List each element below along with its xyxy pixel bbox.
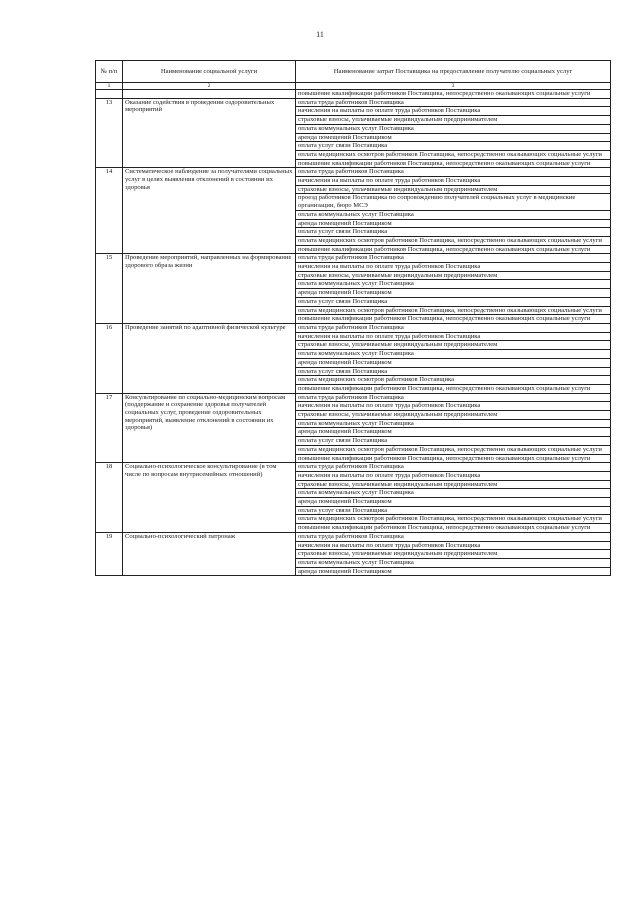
cost-item: начисления на выплаты по оплате труда работников Поставщика (296, 541, 611, 550)
cost-item: оплата коммунальных услуг Поставщика (296, 350, 611, 359)
cost-item: повышение квалификации работников Поставщика, непосредственно оказывающих социальные услуги (296, 454, 611, 463)
service-name: Социально-психологический патронаж (123, 532, 296, 576)
table-header-row (96, 61, 611, 83)
cost-item: оплата медицинских осмотров работников Поставщика, непосредственно оказывающих социальные услуги (296, 236, 611, 245)
cost-item: оплата услуг связи Поставщика (296, 437, 611, 446)
cost-item: аренда помещений Поставщиком (296, 498, 611, 507)
cost-item: оплата труда работников Поставщика (296, 323, 611, 332)
cost-item: аренда помещений Поставщиком (296, 133, 611, 142)
cost-item: оплата труда работников Поставщика (296, 98, 611, 107)
cost-item: страховые взносы, уплачиваемые индивидуальным предпринимателем (296, 271, 611, 280)
cost-item: аренда помещений Поставщиком (296, 219, 611, 228)
cost-item: начисления на выплаты по оплате труда работников Поставщика (296, 332, 611, 341)
social-services-cost-table (95, 60, 611, 576)
cost-item: оплата труда работников Поставщика (296, 532, 611, 541)
cost-item: проезд работников Поставщика по сопровождению получателей социальных услуг в медицинские организации, бюро МСЭ (296, 194, 611, 210)
cost-item: оплата услуг связи Поставщика (296, 506, 611, 515)
header-costs: Наименование затрат Поставщика на предоставление получателю социальных услуг (296, 61, 611, 83)
cost-item: начисления на выплаты по оплате труда работников Поставщика (296, 471, 611, 480)
table-row (96, 532, 611, 541)
service-name: Проведение мероприятий, направленных на формирование здорового образа жизни (123, 254, 296, 324)
cost-item: страховые взносы, уплачиваемые индивидуальным предпринимателем (296, 116, 611, 125)
service-name: Консультирование по социально-медицинским вопросам (поддержание и сохранение здоровья получателей социальных услуг, проведение оздоровительных мероприятий, выявление отклонений в состоянии их здоровья) (123, 393, 296, 463)
table-row (96, 254, 611, 263)
cost-item: повышение квалификации работников Поставщика, непосредственно оказывающих социальные услуги (296, 159, 611, 168)
service-name: Социально-психологическое консультирование (в том числе по вопросам внутрисемейных отношений) (123, 463, 296, 533)
column-index: 3 (296, 83, 611, 90)
cost-item: оплата услуг связи Поставщика (296, 367, 611, 376)
cost-item: оплата труда работников Поставщика (296, 463, 611, 472)
page-number: 11 (316, 30, 324, 39)
table-body (96, 90, 611, 576)
cost-item: страховые взносы, уплачиваемые индивидуальным предпринимателем (296, 411, 611, 420)
cost-item: страховые взносы, уплачиваемые индивидуальным предпринимателем (296, 341, 611, 350)
table-row (96, 90, 611, 99)
cost-item: оплата медицинских осмотров работников Поставщика, непосредственно оказывающих социальные услуги (296, 515, 611, 524)
service-name-cell (123, 90, 296, 99)
cost-item: начисления на выплаты по оплате труда работников Поставщика (296, 177, 611, 186)
cost-item: оплата услуг связи Поставщика (296, 142, 611, 151)
cost-item: повышение квалификации работников Поставщика, непосредственно оказывающих социальные услуги (296, 384, 611, 393)
cost-item: аренда помещений Поставщиком (296, 358, 611, 367)
row-number: 15 (96, 254, 123, 324)
table-row (96, 98, 611, 107)
cost-item: оплата коммунальных услуг Поставщика (296, 210, 611, 219)
cost-item: начисления на выплаты по оплате труда работников Поставщика (296, 402, 611, 411)
cost-item: оплата коммунальных услуг Поставщика (296, 280, 611, 289)
row-number: 17 (96, 393, 123, 463)
cost-item: оплата медицинских осмотров работников Поставщика, непосредственно оказывающих социальные услуги (296, 150, 611, 159)
cost-item: оплата труда работников Поставщика (296, 168, 611, 177)
column-index: 1 (96, 83, 123, 90)
cost-item: повышение квалификации работников Поставщика, непосредственно оказывающих социальные услуги (296, 245, 611, 254)
cost-item: аренда помещений Поставщиком (296, 567, 611, 576)
cost-item: оплата услуг связи Поставщика (296, 228, 611, 237)
cost-item: страховые взносы, уплачиваемые индивидуальным предпринимателем (296, 480, 611, 489)
service-name: Систематическое наблюдение за получателями социальных услуг в целях выявления отклонений в состоянии их здоровья (123, 168, 296, 254)
table-row (96, 393, 611, 402)
cost-item: оплата труда работников Поставщика (296, 254, 611, 263)
cost-item: начисления на выплаты по оплате труда работников Поставщика (296, 107, 611, 116)
cost-item: оплата труда работников Поставщика (296, 393, 611, 402)
row-number: 16 (96, 323, 123, 393)
cost-item: оплата коммунальных услуг Поставщика (296, 124, 611, 133)
cost-item: повышение квалификации работников Поставщика, непосредственно оказывающих социальные услуги (296, 315, 611, 324)
header-service: Наименование социальной услуги (123, 61, 296, 83)
row-number: 18 (96, 463, 123, 533)
cost-item: аренда помещений Поставщиком (296, 289, 611, 298)
row-number: 14 (96, 168, 123, 254)
cost-item: повышение квалификации работников Поставщика, непосредственно оказывающих социальные услуги (296, 90, 611, 99)
cost-item: оплата коммунальных услуг Поставщика (296, 558, 611, 567)
cost-item: оплата коммунальных услуг Поставщика (296, 489, 611, 498)
cost-item: страховые взносы, уплачиваемые индивидуальным предпринимателем (296, 550, 611, 559)
cost-item: повышение квалификации работников Поставщика, непосредственно оказывающих социальные услуги (296, 524, 611, 533)
row-number-cell (96, 90, 123, 99)
column-index: 2 (123, 83, 296, 90)
cost-item: аренда помещений Поставщиком (296, 428, 611, 437)
service-name: Проведение занятий по адаптивной физической культуре (123, 323, 296, 393)
service-name: Оказание содействия в проведении оздоровительных мероприятий (123, 98, 296, 168)
table-row (96, 323, 611, 332)
column-index-row (96, 83, 611, 90)
cost-item: начисления на выплаты по оплате труда работников Поставщика (296, 263, 611, 272)
cost-item: страховые взносы, уплачиваемые индивидуальным предпринимателем (296, 185, 611, 194)
table-row (96, 168, 611, 177)
row-number: 19 (96, 532, 123, 576)
row-number: 13 (96, 98, 123, 168)
table-row (96, 463, 611, 472)
header-num: № п/п (96, 61, 123, 83)
cost-item: оплата медицинских осмотров работников Поставщика (296, 376, 611, 385)
cost-item: оплата коммунальных услуг Поставщика (296, 419, 611, 428)
cost-item: оплата услуг связи Поставщика (296, 297, 611, 306)
cost-item: оплата медицинских осмотров работников Поставщика, непосредственно оказывающих социальные услуги (296, 445, 611, 454)
cost-item: оплата медицинских осмотров работников Поставщика, непосредственно оказывающих социальные услуги (296, 306, 611, 315)
